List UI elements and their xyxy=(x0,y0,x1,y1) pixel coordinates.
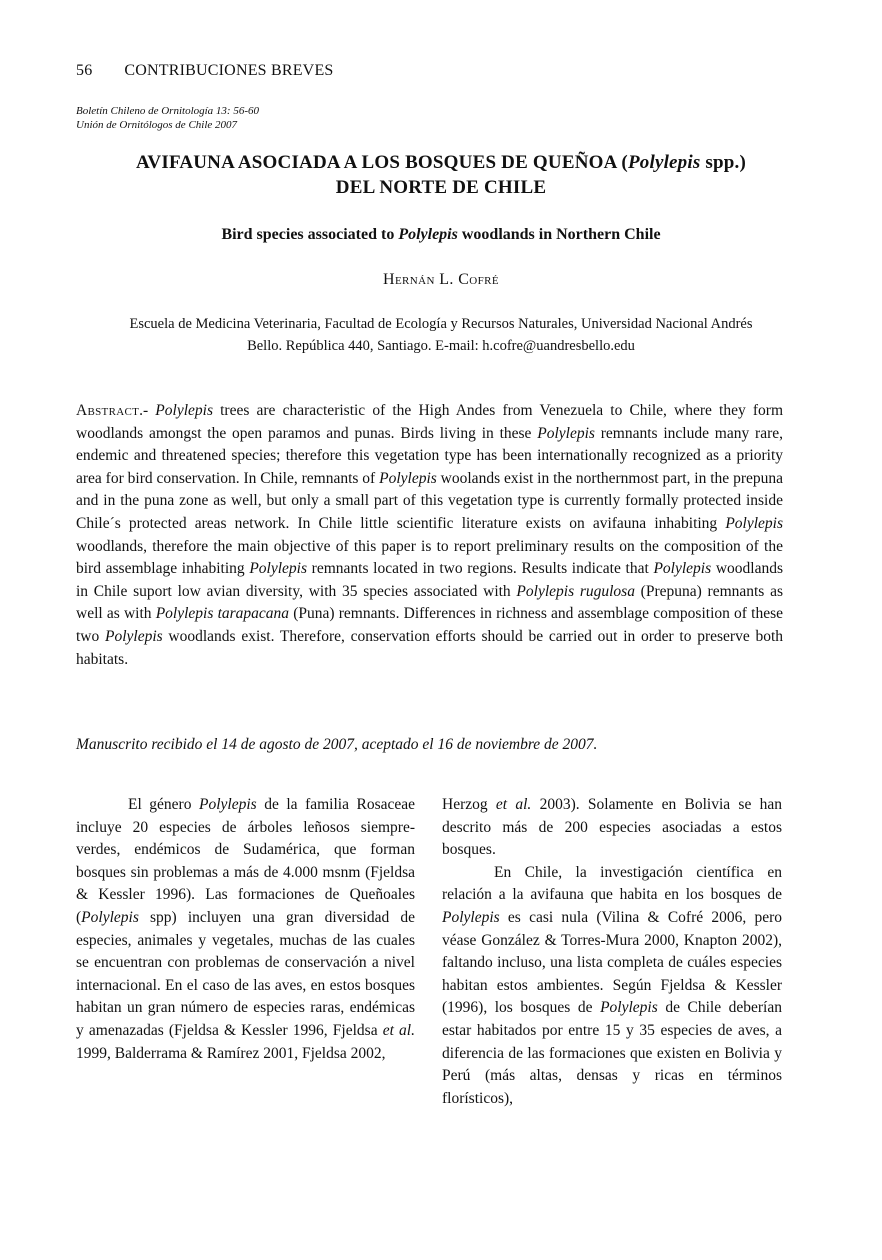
body-paragraph xyxy=(76,794,415,1065)
journal-publisher: Unión de Ornitólogos de Chile 2007 xyxy=(76,119,238,131)
abstract-text: woodlands in Chile suport low avian diversity, with 35 species associated with xyxy=(76,560,783,600)
abstract-species: Polylepis rugulosa xyxy=(516,582,635,600)
body-paragraph xyxy=(442,794,782,862)
body-column-left xyxy=(76,794,415,1065)
abstract-text: (Prepuna) remnants as well as with xyxy=(76,582,783,623)
running-head xyxy=(76,62,334,80)
body-italic: et al. xyxy=(495,796,532,813)
body-italic: Polylepis xyxy=(81,908,139,926)
affiliation xyxy=(60,313,822,357)
subtitle-text: Bird species associated to xyxy=(221,226,399,243)
body-text: El género xyxy=(128,796,199,813)
author-name: Hernán L. Cofré xyxy=(382,271,499,288)
body-text: de la familia Rosaceae incluye 20 especies de árboles leñosos siempre-verdes, endémicos de Sudamérica, que forman bosques sin problemas a más de 4.000 msnm (Fjeldsa & Kessler 1996). Las formaciones de Queñoales ( xyxy=(76,796,416,926)
abstract-text: woodlands, therefore the main objective of this paper is to report preliminary results on the composition of the bird assemblage inhabiting xyxy=(76,537,783,578)
abstract-species: Polylepis xyxy=(379,469,437,487)
abstract-text: woodlands exist. Therefore, conservation efforts should be carried out in order to preserve both habitats. xyxy=(76,627,784,668)
abstract-species: Polylepis xyxy=(105,627,163,645)
article-title xyxy=(60,150,822,200)
article-title-line1 xyxy=(60,150,822,175)
body-text: En Chile, la investigación científica en relación a la avifauna que habita en los bosques de xyxy=(442,863,782,904)
abstract-species: Polylepis xyxy=(725,514,783,532)
abstract-species: Polylepis xyxy=(537,424,595,442)
body-text: spp) incluyen una gran diversidad de especies, animales y vegetales, muchas de las cuales se encuentran con problemas de conservación a nivel internacional. En el caso de las aves, en estos bosques habitan un gran número de especies raras, endémicas y amenazadas (Fjeldsa & Kessler 1996, Fjeldsa xyxy=(76,908,415,1039)
body-text: de Chile deberían estar habitados por entre 15 y 35 especies de aves, a diferencia de las formaciones que existen en Bolivia y Perú (más altas, densas y ricas en términos florísticos), xyxy=(442,999,782,1107)
abstract-label: Abstract xyxy=(76,402,140,419)
abstract-species: Polylepis xyxy=(155,402,213,419)
affiliation-line: Bello. República 440, Santiago. E-mail: h.cofre@uandresbello.edu xyxy=(247,338,635,354)
body-italic: Polylepis xyxy=(199,796,257,813)
section-title: CONTRIBUCIONES BREVES xyxy=(124,62,334,79)
body-text: 1999, Balderrama & Ramírez 2001, Fjeldsa 2002, xyxy=(76,1044,386,1062)
abstract-species: Polylepis tarapacana xyxy=(155,605,290,623)
subtitle-genus: Polylepis xyxy=(398,226,458,243)
received-date: Manuscrito recibido el 14 de agosto de 2007, aceptado el 16 de noviembre de 2007. xyxy=(76,736,598,753)
body-text: es casi nula (Vilina & Cofré 2006, pero véase González & Torres-Mura 2000, Knapton 2002), faltando incluso, una lista completa de cuáles especies habitan estos ambientes. Según Fjeldsa & Kessler (1996), los bosques de xyxy=(442,908,782,1017)
body-text: 2003). Solamente en Bolivia se han descrito más de 200 especies asociadas a estos bosques. xyxy=(442,796,782,859)
abstract-text: remnants include many rare, endemic and threatened species; therefore this vegetation type has been internationally recognized as a priority area for bird conservation. In Chile, remnants of xyxy=(76,424,783,487)
page-number: 56 xyxy=(76,62,93,79)
title-genus: Polylepis xyxy=(627,152,701,173)
abstract xyxy=(76,400,783,671)
journal-info xyxy=(76,104,259,132)
body-italic: Polylepis xyxy=(442,908,500,926)
journal-citation: Boletín Chileno de Ornitología 13: 56-60 xyxy=(76,105,260,117)
body-text: Herzog xyxy=(442,796,496,813)
abstract-species: Polylepis xyxy=(653,560,712,578)
title-text: spp.) xyxy=(700,152,747,173)
abstract-text: woolands exist in the northernmost part, in the prepuna and in the puna zone as well, but only a small part of this vegetation type is currently formally protected inside Chile´s protected areas network. In Chile little scientific literature exists on avifauna inhabiting xyxy=(76,469,783,532)
abstract-text: .- xyxy=(139,402,156,419)
article-title-line2: DEL NORTE DE CHILE xyxy=(335,177,547,198)
article-subtitle xyxy=(60,226,822,244)
title-text: AVIFAUNA ASOCIADA A LOS BOSQUES DE QUEÑOA ( xyxy=(135,152,628,173)
abstract-text: (Puna) remnants. Differences in richness and assemblage composition of these two xyxy=(76,605,784,645)
body-italic: et al. xyxy=(382,1021,415,1039)
abstract-text: remnants located in two regions. Results indicate that xyxy=(307,560,654,578)
body-paragraph xyxy=(442,862,782,1111)
subtitle-text: woodlands in Northern Chile xyxy=(457,226,661,243)
body-column-right xyxy=(442,794,782,1110)
abstract-text: trees are characteristic of the High Andes from Venezuela to Chile, where they form woodlands amongst the open paramos and punas. Birds living in these xyxy=(76,402,784,442)
affiliation-line: Escuela de Medicina Veterinaria, Facultad de Ecología y Recursos Naturales, Universidad Nacional Andrés xyxy=(129,316,753,332)
body-italic: Polylepis xyxy=(600,999,658,1017)
abstract-species: Polylepis xyxy=(249,560,307,578)
